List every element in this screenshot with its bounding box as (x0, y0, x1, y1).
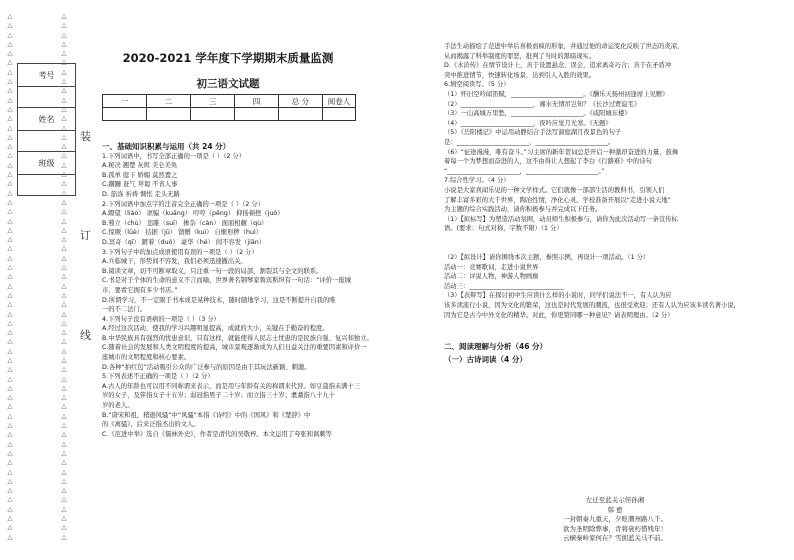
binding-triangle-icon: △ (61, 458, 67, 467)
text-line: 座城市的文明程度和核心要素。 (102, 354, 191, 362)
binding-triangle-icon: △ (61, 225, 67, 234)
binding-triangle-icon: △ (61, 374, 67, 383)
text-line (444, 320, 786, 330)
binding-triangle-icon: △ (61, 411, 67, 420)
binding-triangle-icon: △ (7, 272, 13, 281)
binding-triangle-icon: △ (7, 225, 13, 234)
binding-triangle-icon: △ (7, 514, 13, 523)
score-col-3: 三 (191, 95, 235, 108)
binding-triangle-icon: △ (7, 300, 13, 309)
binding-triangle-icon: △ (61, 421, 67, 430)
name-label: 姓名 (18, 108, 76, 131)
text-line: （3）一山高城万里愁，_______________________。《咸阳城东楼》 (444, 110, 631, 118)
binding-triangle-icon: △ (61, 467, 67, 476)
text-line: 岁的女子，及笄指女子十五岁；弱冠指男子二十岁；而立指三十岁；耄耋指八十九十 (102, 392, 335, 400)
text-line: 是：_______________________，_______________________。 (444, 138, 615, 146)
text-line: 为主题的综合实践活动，请你积极参与并完成以下任务。 (444, 206, 602, 214)
binding-triangle-icon: △ (61, 114, 67, 123)
binding-triangle-icon: △ (61, 272, 67, 281)
text-line: D. 筋涤 祈祷 惆怅 走头无路 (102, 190, 180, 198)
binding-triangle-icon: △ (61, 290, 67, 299)
binding-triangle-icon: △ (7, 21, 13, 30)
text-line: C.随着社会的发展和人类文明程度的提高，城市景观逐渐成为人们日益关注的重要因素和评价一 (102, 344, 367, 352)
score-col-grader: 阅卷人 (323, 95, 356, 108)
binding-triangle-icon: △ (61, 253, 67, 262)
binding-triangle-icon: △ (7, 104, 13, 113)
binding-triangle-icon: △ (7, 504, 13, 513)
binding-word-ding: 订 (80, 229, 91, 242)
text-line: D.所谓学习，不一定限于书本或是某种技术，随时随地学习，这是不断提升自我的唯 (102, 296, 336, 304)
binding-word-xian: 线 (80, 329, 91, 342)
exam-no-field[interactable] (18, 87, 76, 108)
binding-triangle-icon: △ (7, 495, 13, 504)
binding-triangle-icon: △ (7, 263, 13, 272)
binding-triangle-icon: △ (7, 253, 13, 262)
text-line: B.中华民族具有强烈的忧患意识，只有这样，就能使得人民志士忧患的是民族自强、复兴和独立。 (102, 334, 373, 342)
binding-triangle-icon: △ (7, 86, 13, 95)
binding-triangle-icon: △ (7, 523, 13, 532)
poem-block (444, 496, 786, 544)
binding-margin-triangles-1 (6, 12, 14, 542)
text-line: 从而揭露了科举制度的罪恶，批判了当时的黑暗现实。 (444, 52, 596, 60)
binding-triangle-icon: △ (7, 207, 13, 216)
poem-line: 云横秦岭家何在？雪拥蓝关马不前。 (563, 534, 667, 543)
binding-triangle-icon: △ (61, 132, 67, 141)
text-line: A.古人的年龄也可以用不同称谓来表示，而是用与年龄有关的称谓来代替。如豆蔻指未满十三 (102, 382, 361, 390)
text-line: A.秘决 翘楚 灰烬 美仑美奂 (102, 162, 178, 170)
binding-triangle-icon: △ (7, 318, 13, 327)
binding-triangle-icon: △ (7, 132, 13, 141)
binding-triangle-icon: △ (61, 486, 67, 495)
binding-triangle-icon: △ (61, 309, 67, 318)
binding-triangle-icon: △ (61, 188, 67, 197)
binding-triangle-icon: △ (61, 476, 67, 485)
score-cell[interactable] (323, 108, 356, 121)
binding-triangle-icon: △ (61, 448, 67, 457)
binding-triangle-icon: △ (61, 86, 67, 95)
text-line: B.孤单 庭下 娇媚 莫然置之 (102, 171, 178, 179)
binding-triangle-icon: △ (61, 402, 67, 411)
binding-triangle-icon: △ (61, 393, 67, 402)
text-line: 手法生动描绘了范进中举后喜极而疯的形象，并通过他的命运变化反映了世态的炎凉， (444, 43, 684, 50)
binding-triangle-icon: △ (61, 21, 67, 30)
binding-triangle-icon: △ (7, 439, 13, 448)
text-line: （2）_______________________，湘水无情吊岂知？《长沙过贾谊宅》 (444, 100, 641, 108)
text-line: （1）怀旧空吟闻笛赋，_______________________。《酬乐天扬州初逢席上见赠》 (444, 90, 669, 98)
text-line: 了解丰富多彩的大千世界，陶冶性情，净化心灵。学校准备开展以“走进小说天地” (444, 196, 671, 204)
text-line: 3.下列句子中的加点成语使用有误的一项是（ ）（2 分） (102, 248, 258, 256)
binding-triangle-icon: △ (61, 300, 67, 309)
binding-triangle-icon: △ (7, 142, 13, 151)
binding-triangle-icon: △ (61, 170, 67, 179)
text-line: 着每一个为梦想而奋进的人，这不由得让人想起了李白《行路难》中的诗句 (444, 158, 652, 166)
text-line: 该多读流行小说，因为文化的繁荣，这也是时代发展的潮流，也很受欢迎；还有人认为应该多读名著小说， (444, 302, 740, 310)
name-field[interactable] (18, 131, 76, 152)
binding-triangle-icon: △ (61, 244, 67, 253)
binding-triangle-icon: △ (61, 532, 67, 541)
text-line: 一的不二法门。 (102, 306, 147, 314)
score-cell[interactable] (235, 108, 279, 121)
text-line: 活动二：评说人物，神游人物画廊 (444, 273, 539, 281)
binding-triangle-icon: △ (7, 346, 13, 355)
text-line: 市，要看它拥有多少书店。” (102, 286, 178, 294)
student-info-table (17, 63, 76, 196)
text-line: 因为它是古今中外文化的精华。对此，你更赞同哪一种意见？请表明理由。（2 分） (444, 311, 674, 319)
text-line: C.蹒跚 诳气 拜谒 不省人事 (102, 181, 178, 189)
text-line: A.经过这次活动，使我的学习兴趣明显提高，成就的大小，关键在于勤奋的程度。 (102, 325, 329, 333)
binding-triangle-icon: △ (7, 458, 13, 467)
binding-triangle-icon: △ (61, 207, 67, 216)
poem-title: 左迁至蓝关示侄孙湘 (585, 496, 645, 504)
binding-triangle-icon: △ (61, 197, 67, 206)
text-line (444, 234, 786, 244)
binding-triangle-icon: △ (7, 58, 13, 67)
binding-triangle-icon: △ (7, 216, 13, 225)
text-line (444, 243, 786, 253)
text-line: “_______________________，_______________________。” (444, 167, 605, 175)
text-line: B.“唐宋和祖，稍逊风骚”中“风骚”本指《诗经》中的《国风》和《楚辞》中 (102, 411, 311, 419)
binding-triangle-icon: △ (7, 49, 13, 58)
binding-triangle-icon: △ (61, 58, 67, 67)
text-line: （4）_______________________，夜吟应觉月光寒。《无题》 (444, 119, 612, 127)
text-line: 的《离骚》，后来泛指杰出的文人。 (102, 421, 200, 429)
binding-triangle-icon: △ (7, 151, 13, 160)
score-col-2: 二 (147, 95, 191, 108)
binding-triangle-icon: △ (7, 421, 13, 430)
text-line: 5.下列表述不正确的一项是（ ）（2 分） (102, 373, 214, 381)
poem-line: 欲为圣明除弊事，肯将衰朽惜残年！ (563, 524, 667, 533)
binding-triangle-icon: △ (7, 170, 13, 179)
binding-triangle-icon: △ (7, 328, 13, 337)
binding-triangle-icon: △ (7, 430, 13, 439)
binding-triangle-icon: △ (61, 337, 67, 346)
binding-triangle-icon: △ (61, 151, 67, 160)
poem-line: 一封朝奏九重天，夕贬潮州路八千。 (563, 515, 667, 524)
binding-triangle-icon: △ (61, 318, 67, 327)
binding-triangle-icon: △ (7, 123, 13, 132)
class-field[interactable] (18, 175, 76, 196)
section-heading: 一、基础知识积累与运用（共 24 分） (102, 142, 231, 151)
binding-triangle-icon: △ (7, 95, 13, 104)
binding-triangle-icon: △ (7, 188, 13, 197)
binding-triangle-icon: △ (61, 12, 67, 20)
text-line: C.书是对于个体的生命的意义不言而喻，世界著名钢琴家鲁宾斯坦有一句话：“评价一座城 (102, 277, 351, 285)
binding-triangle-icon: △ (61, 523, 67, 532)
binding-triangle-icon: △ (61, 67, 67, 76)
text-line: B.蓦立（chù） 恣睢（suī） 掺杂（càn） 面面相觑（qù） (102, 219, 268, 227)
binding-triangle-icon: △ (61, 365, 67, 374)
text-line: 活动一：竞赛歌词，走进小说世界 (444, 263, 539, 271)
text-line: （1）【拟标写】为塑造活动氛围，动员师生积极参与，请你为此次活动写一条宣传标 (444, 215, 678, 223)
text-line: 语。(要求：句式对称，字数不限）（1 分） (444, 225, 563, 233)
binding-triangle-icon: △ (7, 402, 13, 411)
section-heading: 二、阅读理解与分析（46 分） (444, 342, 548, 352)
binding-triangle-icon: △ (7, 365, 13, 374)
binding-triangle-icon: △ (61, 235, 67, 244)
text-line: 2.下列词语中加点字的注音完全正确的一项是（ ）（2 分） (102, 200, 264, 208)
binding-triangle-icon: △ (7, 235, 13, 244)
score-col-4: 四 (235, 95, 279, 108)
binding-triangle-icon: △ (7, 476, 13, 485)
text-line: D.冥奇（qī） 踱着（duó） 豪华（hé） 间不容发（jiān） (102, 238, 265, 246)
score-cell[interactable] (103, 108, 147, 121)
binding-triangle-icon: △ (7, 197, 13, 206)
text-line: A.兵临城下，形势间不容发，我们必须迅速撤出关。 (102, 258, 247, 266)
text-line: D.《水浒传》在情节设计上，善于设置悬念、误会，追求离奇巧合；善于在矛盾冲 (444, 62, 672, 70)
binding-triangle-icon: △ (7, 411, 13, 420)
text-line: 6.填空阅读写。（5 分） (444, 81, 510, 89)
binding-triangle-icon: △ (61, 328, 67, 337)
text-line: （3）【表辩写】在探讨初中生应读什么样的小说时，同学们说法不一，有人认为应 (444, 292, 672, 300)
binding-triangle-icon: △ (7, 160, 13, 169)
binding-triangle-icon: △ (61, 216, 67, 225)
text-line: C.《范进中举》选自《儒林外史》，作者是清代的吴敬梓。本文运用了夸张和讽刺等 (102, 430, 332, 438)
text-line: B.阅读文章，切不可断章取义，只注重一句一段的局部，割裂其与全文的联系。 (102, 267, 323, 275)
score-col-total: 总 分 (279, 95, 323, 108)
section-heading: （一）古诗词读（4 分） (444, 355, 527, 364)
binding-triangle-icon: △ (7, 281, 13, 290)
binding-triangle-icon: △ (7, 374, 13, 383)
binding-triangle-icon: △ (7, 39, 13, 48)
binding-triangle-icon: △ (7, 383, 13, 392)
binding-triangle-icon: △ (7, 532, 13, 541)
score-table (102, 94, 356, 121)
binding-word-zhuang: 装 (80, 130, 91, 143)
binding-triangle-icon: △ (61, 142, 67, 151)
text-line: 岁的老人。 (102, 402, 134, 410)
binding-triangle-icon: △ (61, 514, 67, 523)
binding-triangle-icon: △ (7, 467, 13, 476)
poem-author: 韩 愈 (607, 505, 623, 514)
binding-triangle-icon: △ (7, 290, 13, 299)
binding-triangle-icon: △ (7, 179, 13, 188)
class-label: 班级 (18, 152, 76, 175)
binding-triangle-icon: △ (7, 67, 13, 76)
score-col-1: 一 (103, 95, 147, 108)
text-line: （2）【拟设计】请你围绕本次主题，参照示例，再设计一项活动。（1 分） (444, 254, 650, 262)
binding-triangle-icon: △ (61, 179, 67, 188)
text-line: 7.综合性学习。（4 分） (444, 177, 510, 185)
binding-triangle-icon: △ (7, 30, 13, 39)
text-line: 4.下列句子没有语病的一项是（ ）（3 分） (102, 315, 220, 323)
text-line: 小说是大家喜闻乐见的一种文学样式。它们就像一部部生活的教科书，引领人们 (444, 186, 665, 194)
text-line: （6）“征途漫漫，唯有奋斗。”习主席的新年贺词总是开启一种激昂奋进的力量，鼓舞 (444, 148, 679, 156)
binding-triangle-icon: △ (61, 77, 67, 86)
binding-triangle-icon: △ (61, 504, 67, 513)
binding-triangle-icon: △ (7, 244, 13, 253)
binding-triangle-icon: △ (7, 77, 13, 86)
binding-triangle-icon: △ (7, 448, 13, 457)
binding-triangle-icon: △ (61, 495, 67, 504)
page-subtitle: 初三语文试题 (196, 78, 260, 90)
binding-triangle-icon: △ (7, 337, 13, 346)
text-line: A.瞭望（liào） 诓骗（kuāng） 哼哼（pēng） 抑扬顿挫（juó） (102, 210, 284, 218)
binding-triangle-icon: △ (61, 383, 67, 392)
text-line: 活动三：______________________________ (444, 282, 564, 290)
binding-triangle-icon: △ (7, 486, 13, 495)
binding-triangle-icon: △ (61, 439, 67, 448)
binding-triangle-icon: △ (61, 123, 67, 132)
binding-triangle-icon: △ (7, 355, 13, 364)
binding-triangle-icon: △ (61, 355, 67, 364)
text-line: D.各种“拍红包”活动吸引公众的广泛参与的原因是由于其玩法新颖、刺激。 (102, 363, 311, 371)
binding-triangle-icon: △ (7, 393, 13, 402)
binding-triangle-icon: △ (61, 160, 67, 169)
binding-triangle-icon: △ (61, 39, 67, 48)
page-title: 2020-2021 学年度下学期期末质量监测 (122, 51, 334, 65)
binding-triangle-icon: △ (61, 346, 67, 355)
left-column (102, 139, 402, 439)
binding-triangle-icon: △ (7, 12, 13, 20)
binding-triangle-icon: △ (61, 263, 67, 272)
text-line: 突中推进情节，快速转化场景，达到引人入胜的效果。 (444, 71, 596, 79)
text-line: （5）《岳阳楼记》中运用动静结合手法写洞庭湖月夜景色的句子 (444, 129, 622, 137)
score-cell[interactable] (279, 108, 323, 121)
text-line: C.惊厥（lüè） 拮据（jū） 馈赠（kuì） 自惭形秽（huì） (102, 229, 263, 237)
text-line (444, 330, 786, 340)
text-line: 1.下列词语中，书写全部正确的一项是（ ）（2 分） (102, 152, 246, 160)
score-cell[interactable] (191, 108, 235, 121)
binding-triangle-icon: △ (7, 114, 13, 123)
binding-triangle-icon: △ (61, 430, 67, 439)
score-cell[interactable] (147, 108, 191, 121)
binding-triangle-icon: △ (61, 281, 67, 290)
binding-triangle-icon: △ (61, 95, 67, 104)
binding-triangle-icon: △ (61, 104, 67, 113)
binding-triangle-icon: △ (7, 309, 13, 318)
exam-no-label: 考号 (18, 64, 76, 87)
binding-triangle-icon: △ (61, 30, 67, 39)
right-column (444, 42, 786, 365)
binding-triangle-icon: △ (61, 49, 67, 58)
